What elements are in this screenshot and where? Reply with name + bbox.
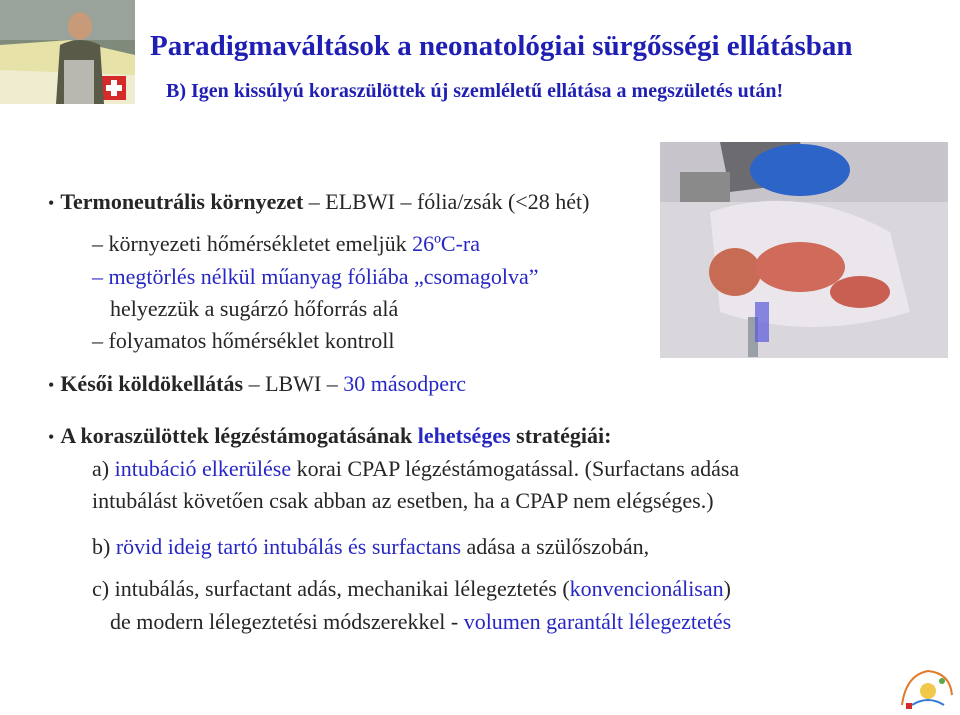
bullet-thermoneutral-rest: – ELBWI – fólia/zsák (<28 hét) [303, 189, 590, 214]
strategy-b-prefix: b) [92, 534, 116, 559]
strategy-c [92, 578, 731, 600]
strategy-b [92, 536, 649, 558]
strategy-a [92, 458, 739, 480]
strategies-heading-b: stratégiái: [510, 423, 612, 448]
bullet-delayed-cord-bold: Késői köldökellátás [60, 371, 244, 396]
strategies-heading-a: A koraszülöttek légzéstámogatásának [60, 423, 418, 448]
strategy-c-text-b: ) [723, 576, 731, 601]
sub-item-monitoring: – folyamatos hőmérséklet kontroll [92, 328, 395, 353]
strategy-c-highlight: konvencionálisan [569, 576, 724, 601]
organization-logo [898, 665, 956, 713]
strategy-a-prefix: a) [92, 456, 115, 481]
bullet-dot: • [48, 375, 55, 395]
bullet-thermoneutral-bold: Termoneutrális környezet [60, 189, 304, 214]
strategy-b-rest: adása a szülőszobán, [461, 534, 650, 559]
strategy-c-cont-text: de modern lélegeztetési módszerekkel - [110, 609, 464, 634]
strategy-b-highlight: rövid ideig tartó intubálás és surfactans [115, 534, 462, 559]
ambulance-staff-photo [0, 0, 135, 104]
bullet-dot: • [48, 427, 55, 447]
preterm-infant-photo [660, 142, 948, 358]
bullet-delayed-cord-time: 30 másodperc [343, 371, 467, 396]
sub-item-wrapping-cont: helyezzük a sugárzó hőforrás alá [110, 296, 399, 321]
strategies-heading-blue: lehetséges [417, 423, 511, 448]
sub-item-temperature-text: – környezeti hőmérsékletet emeljük [92, 231, 413, 256]
bullet-delayed-cord [48, 373, 466, 395]
page-subtitle: B) Igen kissúlyú koraszülöttek új szemléletű ellátása a megszületés után! [166, 80, 784, 102]
strategy-c-cont-highlight: volumen garantált lélegeztetés [463, 609, 732, 634]
strategy-c-cont [110, 611, 731, 633]
sub-item-wrapping: – megtörlés nélkül műanyag fóliába „csomagolva” [92, 264, 539, 289]
bullet-thermoneutral [48, 191, 589, 213]
sub-item-temperature-value: 26ºC-ra [412, 231, 481, 256]
strategy-c-text-a: c) intubálás, surfactant adás, mechanikai lélegeztetés ( [92, 576, 570, 601]
page-title: Paradigmaváltások a neonatológiai sürgősségi ellátásban [150, 30, 853, 62]
bullet-delayed-cord-mid: – LBWI – [243, 371, 344, 396]
strategy-a-rest: korai CPAP légzéstámogatással. (Surfactans adása [291, 456, 740, 481]
strategy-a-highlight: intubáció elkerülése [114, 456, 292, 481]
sub-item-temperature [92, 233, 480, 255]
strategy-a-cont: intubálást követően csak abban az esetben, ha a CPAP nem elégséges.) [92, 488, 714, 513]
bullet-respiratory-strategies [48, 425, 611, 447]
bullet-dot: • [48, 193, 55, 213]
